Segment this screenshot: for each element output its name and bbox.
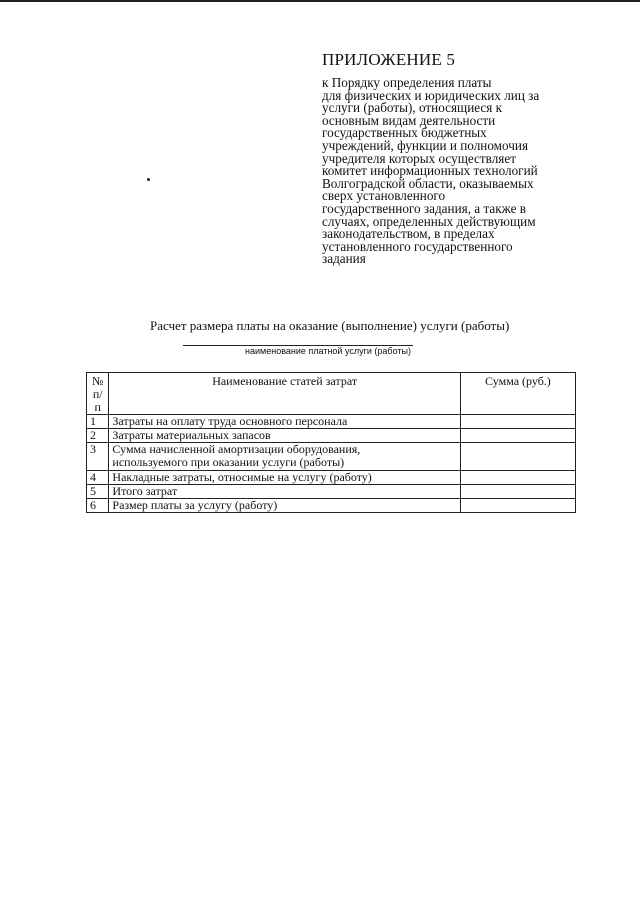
row-number: 5 xyxy=(87,485,109,499)
appendix-subtitle-line: к Порядку определения платы xyxy=(322,75,492,90)
appendix-subtitle-line: законодательством, в пределах xyxy=(322,226,495,242)
appendix-subtitle-line: Волгоградской области, оказываемых xyxy=(322,175,534,191)
row-sum-cell xyxy=(460,415,575,429)
service-name-caption: наименование платной услуги (работы) xyxy=(245,346,411,356)
table-row xyxy=(87,485,576,499)
row-cost-item-line: используемого при оказании услуги (работы) xyxy=(112,455,345,469)
table-row xyxy=(87,415,576,429)
row-number: 6 xyxy=(87,499,109,513)
appendix-subtitle-line: государственного задания, а также в xyxy=(322,200,526,216)
row-sum-cell xyxy=(460,443,575,471)
row-number: 4 xyxy=(87,471,109,485)
row-sum-cell xyxy=(460,429,575,443)
appendix-subtitle-line: задания xyxy=(322,251,366,267)
row-number: 3 xyxy=(87,443,109,471)
row-cost-item xyxy=(109,443,460,471)
header-cost-item: Наименование статей затрат xyxy=(109,373,460,415)
calculation-title: Расчет размера платы на оказание (выполнение) услуги (работы) xyxy=(150,318,510,333)
table-row xyxy=(87,429,576,443)
table-row xyxy=(87,443,576,471)
appendix-subtitle xyxy=(322,77,570,266)
appendix-subtitle-line: учредителя которых осуществляет xyxy=(322,150,516,166)
row-number: 1 xyxy=(87,415,109,429)
appendix-subtitle-line: основным видам деятельности xyxy=(322,112,496,128)
header-number xyxy=(87,373,109,415)
appendix-subtitle-line: установленного государственного xyxy=(322,238,513,254)
row-cost-item: Итого затрат xyxy=(109,485,460,499)
top-border-line xyxy=(0,0,640,2)
appendix-subtitle-line: услуги (работы), относящиеся к xyxy=(322,100,503,116)
table-row xyxy=(87,471,576,485)
appendix-subtitle-line: случаях, определенных действующим xyxy=(322,213,536,229)
table-header-row xyxy=(87,373,576,415)
row-cost-item-line: Сумма начисленной амортизации оборудования, xyxy=(112,442,361,456)
cost-table xyxy=(86,372,576,513)
row-cost-item: Размер платы за услугу (работу) xyxy=(109,499,460,513)
row-cost-item: Затраты материальных запасов xyxy=(109,429,460,443)
scan-speck xyxy=(147,178,150,181)
header-sum: Сумма (руб.) xyxy=(460,373,575,415)
appendix-title: ПРИЛОЖЕНИЕ 5 xyxy=(322,50,456,69)
row-cost-item: Накладные затраты, относимые на услугу (работу) xyxy=(109,471,460,485)
appendix-subtitle-line: комитет информационных технологий xyxy=(322,163,538,179)
appendix-subtitle-line: для физических и юридических лиц за xyxy=(322,87,540,103)
header-number-line: № xyxy=(91,374,104,388)
row-number: 2 xyxy=(87,429,109,443)
appendix-subtitle-line: учреждений, функции и полномочия xyxy=(322,137,529,153)
header-number-line: п/п xyxy=(92,387,103,414)
row-cost-item: Затраты на оплату труда основного персонала xyxy=(109,415,460,429)
appendix-subtitle-line: государственных бюджетных xyxy=(322,125,487,141)
table-row xyxy=(87,499,576,513)
row-sum-cell xyxy=(460,499,575,513)
row-sum-cell xyxy=(460,471,575,485)
row-sum-cell xyxy=(460,485,575,499)
appendix-subtitle-line: сверх установленного xyxy=(322,188,446,204)
